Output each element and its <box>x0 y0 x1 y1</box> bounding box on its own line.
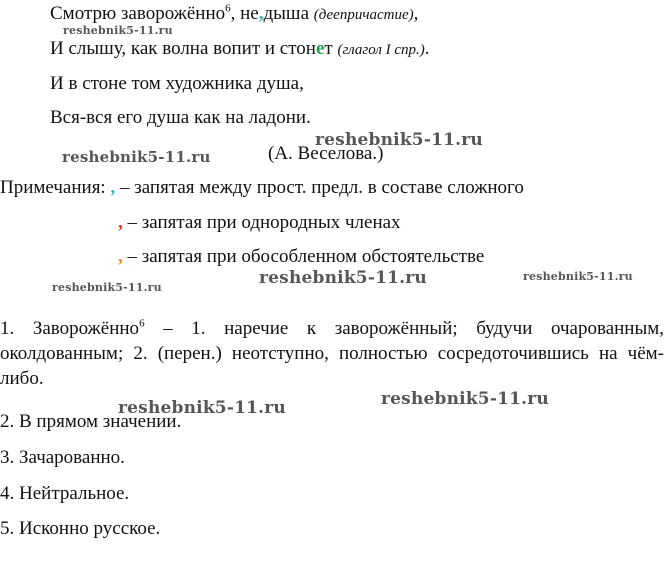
watermark: reshebnik5-11.ru <box>315 130 483 150</box>
note-item-3: – запятая при обособленном обстоятельстве <box>127 246 485 267</box>
watermark: reshebnik5-11.ru <box>259 268 427 288</box>
grammar-note: (деепричастие) <box>313 7 414 23</box>
watermark: reshebnik5-11.ru <box>63 24 173 37</box>
answer-1: 1. Заворожённо$^6$ – 1. наречие к заворожённый; будучи очарованным, околдованным; 2. (перен.) неотступно, полностью сосредоточившись на чём-либо. <box>0 317 664 389</box>
note-item-1: – запятая между прост. предл. в составе сложного <box>119 177 524 198</box>
footnote-ref: 6 <box>225 2 231 15</box>
watermark: reshebnik5-11.ru <box>118 398 286 418</box>
notes-title-row <box>0 177 524 199</box>
participle-comma-mark: , <box>258 3 264 24</box>
answer-5: 5. Исконно русское. <box>0 518 161 539</box>
watermark: reshebnik5-11.ru <box>62 148 211 166</box>
note-row-3 <box>118 246 484 268</box>
watermark: reshebnik5-11.ru <box>523 270 633 283</box>
answer-2: 2. В прямом значении. <box>0 411 182 432</box>
poem-line-1: Смотрю заворожённо$^6$, не,дыша (деепричастие), <box>50 2 419 24</box>
answer-3: 3. Зачарованно. <box>0 447 125 468</box>
complex-sentence-comma: , <box>110 177 116 198</box>
notes-title: Примечания: <box>0 177 106 198</box>
grammar-note: (глагол I спр.) <box>337 42 425 58</box>
poem-line-3: И в стоне том художника душа, <box>50 73 304 94</box>
watermark: reshebnik5-11.ru <box>381 389 549 409</box>
watermark: reshebnik5-11.ru <box>52 281 162 294</box>
note-item-2: – запятая при однородных членах <box>127 212 401 233</box>
homogeneous-comma: , <box>118 212 123 233</box>
adverbial-comma: , <box>118 246 123 267</box>
poem-line-2: И слышу, как волна вопит и стонет (глагол I спр.). <box>50 38 430 59</box>
poem-line-4: Вся-вся его душа как на ладони. <box>50 107 311 128</box>
poem-author: (А. Веселова.) <box>268 143 384 164</box>
footnote-ref: 6 <box>139 317 145 330</box>
answer-4: 4. Нейтральное. <box>0 483 130 504</box>
highlighted-vowel: е <box>315 38 325 59</box>
note-row-2 <box>118 212 401 234</box>
